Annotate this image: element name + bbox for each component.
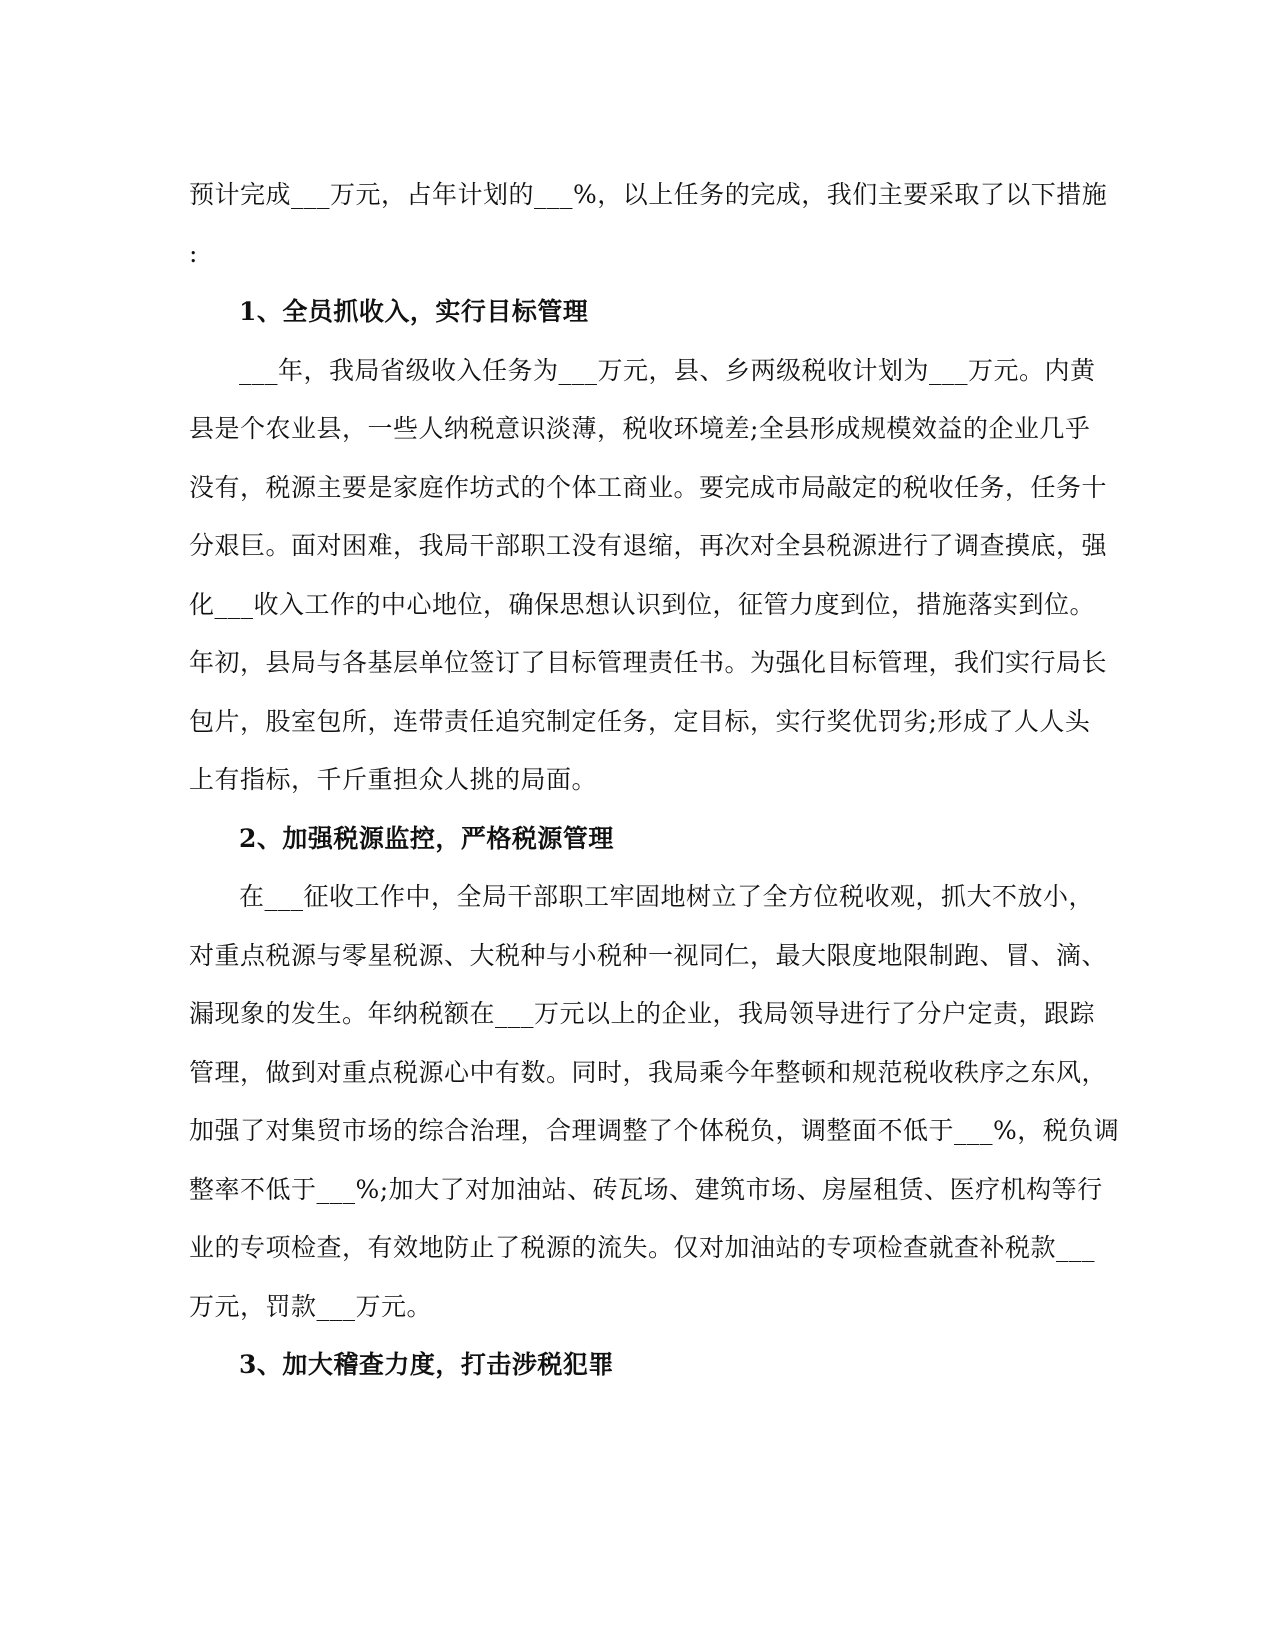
section-1-line: 包片，股室包所，连带责任追究制定任务，定目标，实行奖优罚劣;形成了人人头 (189, 706, 1091, 736)
section-2-line: 业的专项检查，有效地防止了税源的流失。仅对加油站的专项检查就查补税款___ (189, 1233, 1096, 1262)
section-1-line: 年初，县局与各基层单位签订了目标管理责任书。为强化目标管理，我们实行局长 (189, 648, 1108, 677)
section-2-line: 管理，做到对重点税源心中有数。同时，我局乘今年整顿和规范税收秩序之东风， (189, 1057, 1108, 1087)
section-2-line: 对重点税源与零星税源、大税种与小税种一视同仁，最大限度地限制跑、冒、滴、 (189, 940, 1108, 970)
document-body (189, 166, 1120, 1395)
section-2-heading: 2、加强税源监控，严格税源管理 (239, 823, 614, 853)
intro-line-2: : (189, 238, 198, 268)
section-1-heading: 1、全员抓收入，实行目标管理 (239, 297, 589, 326)
intro-line-1: 预计完成___万元，占年计划的___%，以上任务的完成，我们主要采取了以下措施 (189, 180, 1108, 209)
section-3-heading: 3、加大稽查力度，打击涉税犯罪 (239, 1350, 614, 1379)
section-1-line: ___年，我局省级收入任务为___万元，县、乡两级税收计划为___万元。内黄 (239, 355, 1096, 385)
section-2-line: 漏现象的发生。年纳税额在___万元以上的企业，我局领导进行了分户定责，跟踪 (189, 999, 1096, 1028)
section-2-line: 在___征收工作中，全局干部职工牢固地树立了全方位税收观，抓大不放小， (239, 882, 1095, 911)
section-1-line: 上有指标，千斤重担众人挑的局面。 (189, 765, 598, 794)
section-1-line: 县是个农业县，一些人纳税意识淡薄，税收环境差;全县形成规模效益的企业几乎 (189, 414, 1091, 443)
section-1-line: 分艰巨。面对困难，我局干部职工没有退缩，再次对全县税源进行了调查摸底，强 (189, 531, 1108, 560)
section-1-line: 化___收入工作的中心地位，确保思想认识到位，征管力度到位，措施落实到位。 (189, 589, 1096, 619)
section-2-line: 加强了对集贸市场的综合治理，合理调整了个体税负，调整面不低于___%，税负调 (189, 1116, 1120, 1145)
section-2-line: 整率不低于___%;加大了对加油站、砖瓦场、建筑市场、房屋租赁、医疗机构等行 (189, 1174, 1103, 1204)
section-2-line: 万元，罚款___万元。 (189, 1291, 433, 1321)
section-1-line: 没有，税源主要是家庭作坊式的个体工商业。要完成市局敲定的税收任务，任务十 (189, 472, 1108, 502)
